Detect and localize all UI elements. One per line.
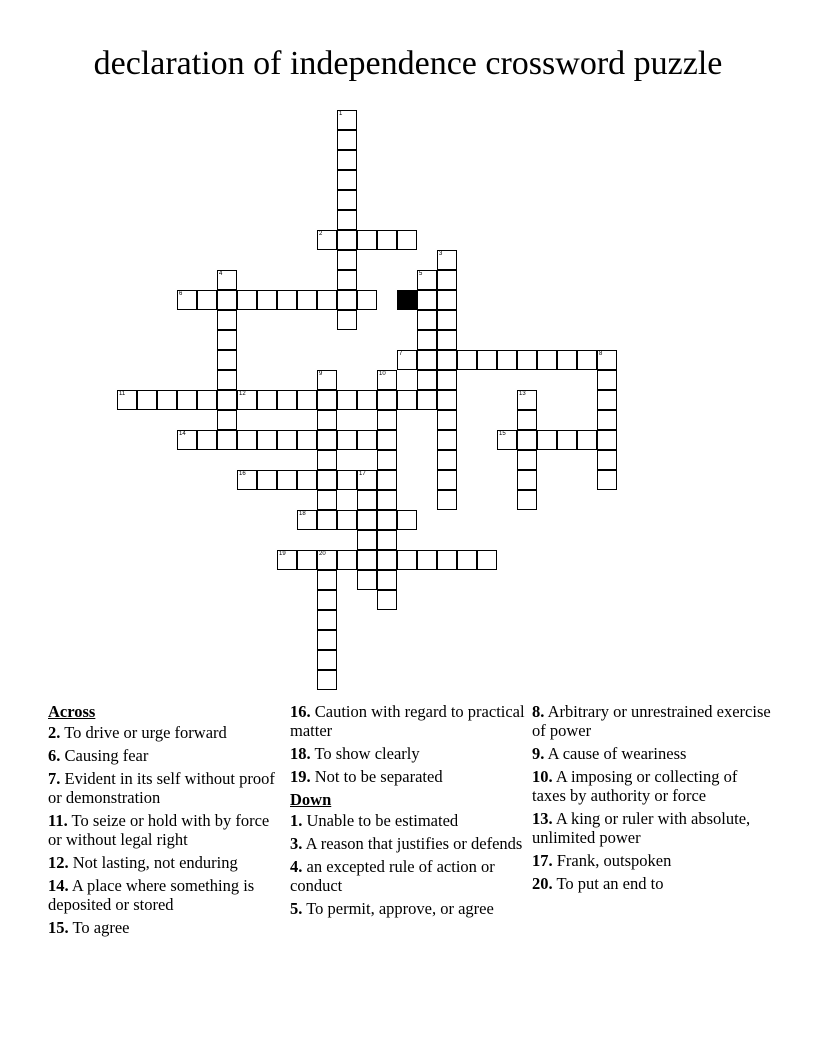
grid-cell[interactable]: [297, 470, 317, 490]
grid-cell[interactable]: [317, 390, 337, 410]
grid-cell[interactable]: [257, 390, 277, 410]
grid-cell[interactable]: [417, 390, 437, 410]
grid-cell[interactable]: [557, 350, 577, 370]
clue-text: Evident in its self without proof or demonstration: [48, 769, 275, 807]
clue-number: 8: [599, 351, 603, 357]
grid-cell[interactable]: [357, 570, 377, 590]
grid-cell[interactable]: [317, 570, 337, 590]
grid-cell[interactable]: [237, 470, 257, 490]
clue-text: A king or ruler with absolute, unlimited power: [532, 809, 751, 847]
grid-cell[interactable]: [357, 290, 377, 310]
grid-cell[interactable]: [437, 390, 457, 410]
clue-item: [532, 767, 772, 805]
grid-cell[interactable]: [217, 390, 237, 410]
grid-cell[interactable]: [157, 390, 177, 410]
clue-item: [290, 767, 526, 786]
grid-cell[interactable]: [577, 350, 597, 370]
grid-cell[interactable]: [417, 550, 437, 570]
grid-cell[interactable]: [437, 330, 457, 350]
clue-number: 3: [439, 251, 443, 257]
grid-cell[interactable]: [317, 650, 337, 670]
grid-cell[interactable]: [197, 390, 217, 410]
clue-number: 15.: [48, 918, 69, 937]
grid-cell[interactable]: [517, 470, 537, 490]
grid-cell[interactable]: [477, 550, 497, 570]
clue-number: 20.: [532, 874, 553, 893]
grid-cell[interactable]: [437, 470, 457, 490]
clue-item: [290, 702, 526, 740]
clue-number: 17.: [532, 851, 553, 870]
clue-number: 5.: [290, 899, 303, 918]
grid-cell[interactable]: [357, 430, 377, 450]
grid-cell[interactable]: [597, 450, 617, 470]
grid-cell[interactable]: [377, 510, 397, 530]
grid-cell[interactable]: [317, 370, 337, 390]
clue-text: an excepted rule of action or conduct: [290, 857, 495, 895]
grid-cell[interactable]: [417, 330, 437, 350]
grid-cell[interactable]: [377, 410, 397, 430]
grid-cell[interactable]: [517, 350, 537, 370]
grid-cell[interactable]: [337, 250, 357, 270]
grid-cell[interactable]: [297, 390, 317, 410]
grid-cell[interactable]: [437, 490, 457, 510]
grid-cell[interactable]: [137, 390, 157, 410]
grid-cell[interactable]: [297, 550, 317, 570]
grid-cell[interactable]: [297, 290, 317, 310]
clue-number: 13: [519, 391, 526, 397]
black-cell: [397, 290, 417, 310]
grid-cell[interactable]: [317, 230, 337, 250]
grid-cell[interactable]: [337, 290, 357, 310]
grid-cell[interactable]: [337, 430, 357, 450]
grid-cell[interactable]: [217, 430, 237, 450]
clue-text: To seize or hold with by force or without legal right: [48, 811, 270, 849]
clue-number: 18.: [290, 744, 311, 763]
grid-cell[interactable]: [517, 430, 537, 450]
grid-cell[interactable]: [337, 310, 357, 330]
grid-cell[interactable]: [377, 230, 397, 250]
grid-cell[interactable]: [337, 510, 357, 530]
clue-number: 8.: [532, 702, 545, 721]
grid-cell[interactable]: [357, 390, 377, 410]
clue-number: 7: [399, 351, 403, 357]
grid-cell[interactable]: [237, 430, 257, 450]
grid-cell[interactable]: [337, 190, 357, 210]
grid-cell[interactable]: [497, 430, 517, 450]
across-heading: Across: [48, 702, 96, 721]
clue-text: A reason that justifies or defends: [305, 834, 523, 853]
grid-cell[interactable]: [177, 390, 197, 410]
grid-cell[interactable]: [437, 550, 457, 570]
grid-cell[interactable]: [437, 370, 457, 390]
grid-cell[interactable]: [457, 550, 477, 570]
grid-cell[interactable]: [597, 470, 617, 490]
clue-text: Caution with regard to practical matter: [290, 702, 525, 740]
clue-number: 17: [359, 471, 366, 477]
grid-cell[interactable]: [597, 410, 617, 430]
grid-cell[interactable]: [517, 450, 537, 470]
clue-item: [48, 876, 284, 914]
grid-cell[interactable]: [317, 450, 337, 470]
grid-cell[interactable]: [417, 310, 437, 330]
grid-cell[interactable]: [357, 490, 377, 510]
grid-cell[interactable]: [217, 330, 237, 350]
clue-number: 12.: [48, 853, 69, 872]
grid-cell[interactable]: [377, 390, 397, 410]
clue-item: [290, 899, 526, 918]
grid-cell[interactable]: [217, 350, 237, 370]
grid-cell[interactable]: [337, 150, 357, 170]
grid-cell[interactable]: [357, 510, 377, 530]
grid-cell[interactable]: [577, 430, 597, 450]
clue-item: [48, 853, 284, 872]
grid-cell[interactable]: [497, 350, 517, 370]
clue-text: Arbitrary or unrestrained exercise of power: [532, 702, 771, 740]
clue-number: 18: [299, 511, 306, 517]
grid-cell[interactable]: [257, 470, 277, 490]
clue-number: 12: [239, 391, 246, 397]
grid-cell[interactable]: [477, 350, 497, 370]
grid-cell[interactable]: [177, 290, 197, 310]
grid-cell[interactable]: [357, 230, 377, 250]
clue-item: [48, 918, 284, 937]
grid-cell[interactable]: [377, 430, 397, 450]
clue-number: 16.: [290, 702, 311, 721]
grid-cell[interactable]: [217, 290, 237, 310]
clue-text: Causing fear: [64, 746, 149, 765]
grid-cell[interactable]: [317, 470, 337, 490]
grid-cell[interactable]: [317, 490, 337, 510]
grid-cell[interactable]: [237, 390, 257, 410]
clue-number: 19: [279, 551, 286, 557]
clue-text: Not to be separated: [314, 767, 443, 786]
clue-number: 15: [499, 431, 506, 437]
clue-item: [48, 723, 284, 742]
grid-cell[interactable]: [597, 390, 617, 410]
clue-item: [48, 746, 284, 765]
grid-cell[interactable]: [597, 430, 617, 450]
clue-text: To drive or urge forward: [64, 723, 227, 742]
clue-text: To put an end to: [556, 874, 664, 893]
grid-cell[interactable]: [197, 430, 217, 450]
grid-cell[interactable]: [257, 290, 277, 310]
grid-cell[interactable]: [417, 370, 437, 390]
clue-item: [532, 874, 772, 893]
grid-cell[interactable]: [317, 550, 337, 570]
clue-number: 9.: [532, 744, 545, 763]
grid-cell[interactable]: [357, 550, 377, 570]
clue-number: 13.: [532, 809, 553, 828]
grid-cell[interactable]: [317, 410, 337, 430]
clue-column-2: [290, 702, 526, 922]
grid-cell[interactable]: [377, 550, 397, 570]
clue-item: [532, 744, 772, 763]
clue-number: 1: [339, 111, 343, 117]
grid-cell[interactable]: [517, 410, 537, 430]
clue-text: To permit, approve, or agree: [306, 899, 494, 918]
grid-cell[interactable]: [177, 430, 197, 450]
grid-cell[interactable]: [397, 350, 417, 370]
clue-number: 19.: [290, 767, 311, 786]
clue-number: 1.: [290, 811, 303, 830]
clue-number: 14: [179, 431, 186, 437]
clue-text: A cause of weariness: [547, 744, 687, 763]
clue-item: [532, 702, 772, 740]
clue-number: 16: [239, 471, 246, 477]
grid-cell[interactable]: [437, 250, 457, 270]
grid-cell[interactable]: [377, 450, 397, 470]
clue-text: A imposing or collecting of taxes by authority or force: [532, 767, 738, 805]
clue-text: Not lasting, not enduring: [72, 853, 238, 872]
clue-text: Unable to be estimated: [306, 811, 459, 830]
clue-number: 2.: [48, 723, 61, 742]
clue-text: A place where something is deposited or stored: [48, 876, 255, 914]
grid-cell[interactable]: [217, 370, 237, 390]
grid-cell[interactable]: [337, 470, 357, 490]
clue-column-1: [48, 702, 284, 941]
grid-cell[interactable]: [377, 530, 397, 550]
clue-number: 9: [319, 371, 323, 377]
grid-cell[interactable]: [237, 290, 257, 310]
grid-cell[interactable]: [297, 430, 317, 450]
grid-cell[interactable]: [197, 290, 217, 310]
grid-cell[interactable]: [117, 390, 137, 410]
clue-number: 2: [319, 231, 323, 237]
grid-cell[interactable]: [377, 570, 397, 590]
grid-cell[interactable]: [397, 390, 417, 410]
grid-cell[interactable]: [337, 270, 357, 290]
grid-cell[interactable]: [437, 290, 457, 310]
grid-cell[interactable]: [337, 110, 357, 130]
grid-cell[interactable]: [597, 370, 617, 390]
clue-number: 14.: [48, 876, 69, 895]
down-heading: Down: [290, 790, 332, 809]
grid-cell[interactable]: [217, 270, 237, 290]
grid-cell[interactable]: [437, 310, 457, 330]
clue-number: 7.: [48, 769, 61, 788]
clue-number: 11: [119, 391, 126, 397]
grid-cell[interactable]: [377, 470, 397, 490]
clue-item: [48, 811, 284, 849]
clue-number: 11.: [48, 811, 68, 830]
clue-number: 6.: [48, 746, 61, 765]
clue-number: 4.: [290, 857, 303, 876]
clue-number: 4: [219, 271, 223, 277]
grid-cell[interactable]: [317, 290, 337, 310]
page-title: declaration of independence crossword puzzle: [93, 45, 723, 82]
grid-cell[interactable]: [397, 230, 417, 250]
grid-cell[interactable]: [317, 590, 337, 610]
clue-item: [290, 744, 526, 763]
clue-text: To agree: [72, 918, 130, 937]
grid-cell[interactable]: [277, 290, 297, 310]
grid-cell[interactable]: [377, 490, 397, 510]
grid-cell[interactable]: [537, 430, 557, 450]
grid-cell[interactable]: [517, 390, 537, 410]
clue-item: [290, 857, 526, 895]
grid-cell[interactable]: [277, 550, 297, 570]
grid-cell[interactable]: [257, 430, 277, 450]
grid-cell[interactable]: [537, 350, 557, 370]
grid-cell[interactable]: [337, 170, 357, 190]
grid-cell[interactable]: [277, 390, 297, 410]
grid-cell[interactable]: [437, 270, 457, 290]
grid-cell[interactable]: [377, 370, 397, 390]
clue-number: 5: [419, 271, 423, 277]
clue-text: To show clearly: [314, 744, 420, 763]
grid-cell[interactable]: [337, 130, 357, 150]
grid-cell[interactable]: [317, 610, 337, 630]
clue-item: [290, 834, 526, 853]
clue-number: 20: [319, 551, 326, 557]
clue-item: [48, 769, 284, 807]
grid-cell[interactable]: [337, 210, 357, 230]
grid-cell[interactable]: [317, 670, 337, 690]
grid-cell[interactable]: [217, 410, 237, 430]
grid-cell[interactable]: [417, 270, 437, 290]
grid-cell[interactable]: [337, 230, 357, 250]
grid-cell[interactable]: [597, 350, 617, 370]
grid-cell[interactable]: [417, 350, 437, 370]
clue-item: [290, 811, 526, 830]
grid-cell[interactable]: [337, 550, 357, 570]
clue-item: [532, 809, 772, 847]
clue-number: 3.: [290, 834, 303, 853]
grid-cell[interactable]: [337, 390, 357, 410]
grid-cell[interactable]: [277, 470, 297, 490]
grid-cell[interactable]: [397, 550, 417, 570]
grid-cell[interactable]: [457, 350, 477, 370]
grid-cell[interactable]: [377, 590, 397, 610]
clue-text: Frank, outspoken: [556, 851, 672, 870]
grid-cell[interactable]: [317, 430, 337, 450]
clue-item: [532, 851, 772, 870]
grid-cell[interactable]: [557, 430, 577, 450]
grid-cell[interactable]: [317, 510, 337, 530]
grid-cell[interactable]: [297, 510, 317, 530]
grid-cell[interactable]: [397, 510, 417, 530]
grid-cell[interactable]: [437, 430, 457, 450]
clue-column-3: [532, 702, 772, 897]
clue-number: 10.: [532, 767, 553, 786]
grid-cell[interactable]: [317, 630, 337, 650]
grid-cell[interactable]: [217, 310, 237, 330]
grid-cell[interactable]: [437, 350, 457, 370]
grid-cell[interactable]: [517, 490, 537, 510]
grid-cell[interactable]: [437, 450, 457, 470]
grid-cell[interactable]: [357, 530, 377, 550]
grid-cell[interactable]: [437, 410, 457, 430]
grid-cell[interactable]: [277, 430, 297, 450]
grid-cell[interactable]: [417, 290, 437, 310]
clue-number: 6: [179, 291, 183, 297]
grid-cell[interactable]: [357, 470, 377, 490]
clue-number: 10: [379, 371, 386, 377]
